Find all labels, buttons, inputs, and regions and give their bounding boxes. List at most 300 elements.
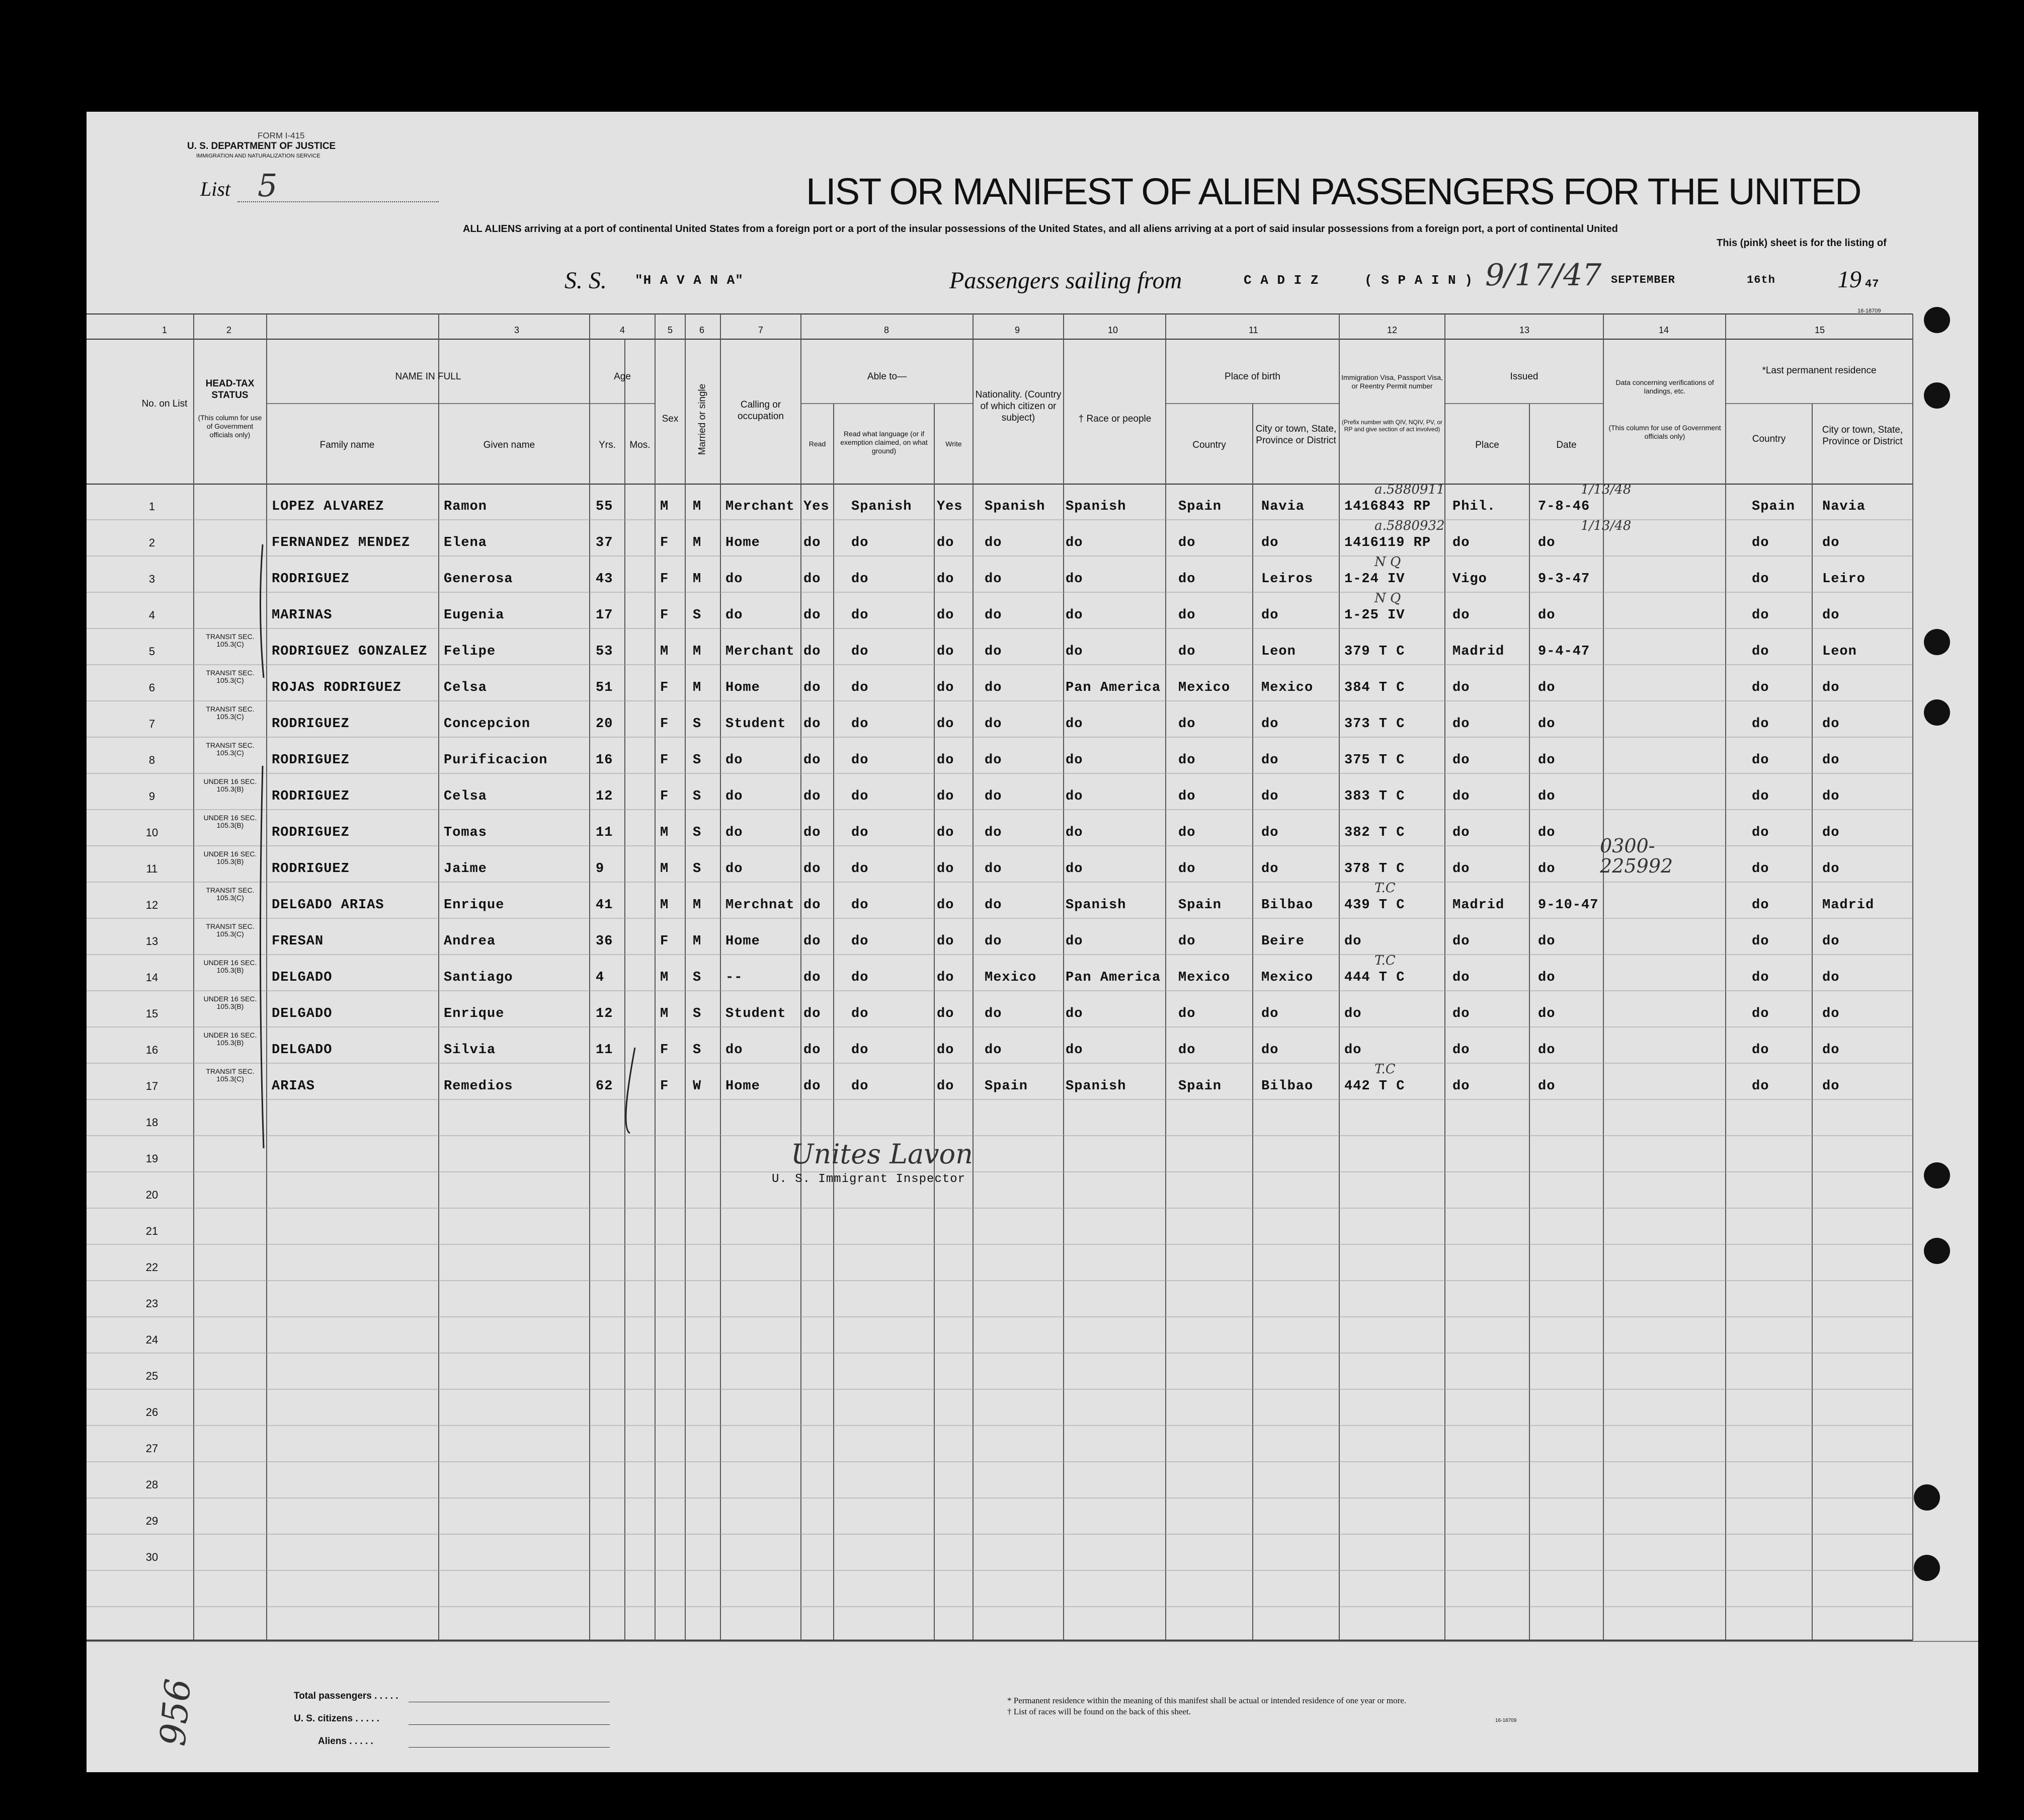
can-write: Yes: [937, 499, 963, 514]
col-num-14: 14: [1659, 325, 1669, 335]
header-place-of-birth: Place of birth: [1225, 371, 1280, 382]
read-language: do: [851, 535, 869, 550]
residence-city: do: [1822, 608, 1840, 623]
issued-date: do: [1538, 789, 1556, 804]
family-name: RODRIGUEZ GONZALEZ: [272, 644, 428, 659]
birth-city: do: [1261, 825, 1279, 840]
head-tax-status: UNDER 16 SEC. 105.3(B): [203, 850, 257, 866]
residence-city: do: [1822, 535, 1840, 550]
can-write: do: [937, 898, 954, 913]
given-name: Andrea: [444, 934, 496, 949]
can-read: do: [803, 644, 821, 659]
birth-city: do: [1261, 789, 1279, 804]
race: do: [1066, 825, 1083, 840]
issued-place: do: [1452, 717, 1470, 732]
head-tax-status: TRANSIT SEC. 105.3(C): [206, 669, 255, 685]
col-num-1: 1: [162, 325, 168, 335]
header-print-code: 16-18709: [1857, 308, 1881, 314]
can-write: do: [937, 608, 954, 623]
marital-status: S: [693, 1043, 702, 1058]
issued-place: do: [1452, 825, 1470, 840]
race: do: [1066, 1043, 1083, 1058]
read-language: do: [851, 825, 869, 840]
sex: F: [660, 1079, 669, 1094]
nationality: do: [985, 535, 1002, 550]
given-name: Tomas: [444, 825, 488, 840]
header-name-in-full: NAME IN FULL: [395, 371, 461, 382]
marital-status: S: [693, 789, 702, 804]
issued-date: 9-10-47: [1538, 898, 1599, 913]
row-number: 3: [148, 573, 155, 585]
occupation: do: [725, 825, 743, 840]
birth-city: Leiros: [1261, 572, 1314, 587]
header-yrs: Yrs.: [599, 440, 616, 450]
sex: F: [660, 753, 669, 768]
residence-city: Navia: [1822, 499, 1866, 514]
marital-status: S: [693, 1006, 702, 1021]
visa-number: do: [1344, 1006, 1362, 1021]
age-years: 4: [596, 970, 605, 985]
residence-country: do: [1752, 1043, 1769, 1058]
can-write: do: [937, 753, 954, 768]
empty-row-number: 25: [145, 1370, 158, 1382]
visa-annotation: a.5880911: [1374, 482, 1445, 497]
age-years: 37: [596, 535, 613, 550]
visa-annotation: N Q: [1374, 591, 1401, 606]
given-name: Felipe: [444, 644, 496, 659]
race: do: [1066, 644, 1083, 659]
sailing-label: Passengers sailing from: [949, 267, 1182, 294]
birth-city: do: [1261, 608, 1279, 623]
occupation: Home: [725, 934, 760, 949]
birth-country: Spain: [1178, 898, 1222, 913]
can-write: do: [937, 861, 954, 877]
can-write: do: [937, 572, 954, 587]
occupation: Home: [725, 1079, 760, 1094]
marital-status: M: [693, 898, 702, 913]
header-read: Read: [808, 440, 826, 448]
occupation: Home: [725, 535, 760, 550]
issued-place: Madrid: [1452, 898, 1505, 913]
issued-place: do: [1452, 789, 1470, 804]
given-name: Concepcion: [444, 717, 531, 732]
issued-date: do: [1538, 717, 1556, 732]
department-name: U. S. DEPARTMENT OF JUSTICE: [187, 141, 336, 151]
visa-number: 1-25 IV: [1344, 608, 1405, 623]
residence-city: do: [1822, 861, 1840, 877]
birth-city: do: [1261, 1006, 1279, 1021]
read-language: do: [851, 1079, 869, 1094]
inspector-signature: Unites Lavon: [791, 1138, 973, 1170]
age-years: 55: [596, 499, 613, 514]
sex: F: [660, 535, 669, 550]
issued-date: do: [1538, 1043, 1556, 1058]
can-write: do: [937, 789, 954, 804]
marital-status: S: [693, 825, 702, 840]
issued-place: do: [1452, 753, 1470, 768]
read-language: do: [851, 898, 869, 913]
age-years: 43: [596, 572, 613, 587]
can-read: do: [803, 861, 821, 877]
nationality: do: [985, 825, 1002, 840]
read-language: do: [851, 970, 869, 985]
aliens-line: [409, 1747, 610, 1748]
visa-number: 1416843 RP: [1344, 499, 1431, 514]
head-tax-status: UNDER 16 SEC. 105.3(B): [203, 995, 257, 1011]
visa-annotation: N Q: [1374, 555, 1401, 570]
can-read: do: [803, 608, 821, 623]
read-language: do: [851, 753, 869, 768]
head-tax-status: UNDER 16 SEC. 105.3(B): [203, 777, 257, 794]
family-name: RODRIGUEZ: [272, 717, 350, 732]
can-read: do: [803, 789, 821, 804]
birth-country: Spain: [1178, 1079, 1222, 1094]
marital-status: M: [693, 499, 702, 514]
issued-date: 9-4-47: [1538, 644, 1590, 659]
header-family-name: Family name: [319, 440, 375, 450]
residence-country: do: [1752, 898, 1769, 913]
issued-place: do: [1452, 1006, 1470, 1021]
birth-city: Bilbao: [1261, 898, 1314, 913]
family-name: FRESAN: [272, 934, 324, 949]
family-name: DELGADO: [272, 1043, 333, 1058]
given-name: Enrique: [444, 898, 505, 913]
col-num-9: 9: [1015, 325, 1020, 335]
residence-country: do: [1752, 825, 1769, 840]
birth-city: Navia: [1261, 499, 1305, 514]
family-name: RODRIGUEZ: [272, 572, 350, 587]
head-tax-status: TRANSIT SEC. 105.3(C): [206, 705, 255, 721]
punch-hole: [1924, 382, 1950, 409]
punch-hole: [1924, 699, 1950, 726]
issued-place: do: [1452, 861, 1470, 877]
occupation: Student: [725, 717, 786, 732]
sex: M: [660, 898, 669, 913]
sex: M: [660, 499, 669, 514]
race: do: [1066, 608, 1083, 623]
occupation: do: [725, 572, 743, 587]
footer-print-code: 16-18709: [1495, 1718, 1517, 1723]
nationality: do: [985, 934, 1002, 949]
birth-country: do: [1178, 608, 1196, 623]
given-name: Generosa: [444, 572, 513, 587]
head-tax-status: UNDER 16 SEC. 105.3(B): [203, 1031, 257, 1047]
col-num-2: 2: [226, 325, 232, 335]
given-name: Silvia: [444, 1043, 496, 1058]
birth-city: do: [1261, 1043, 1279, 1058]
family-name: RODRIGUEZ: [272, 825, 350, 840]
list-label: List: [200, 178, 231, 200]
nationality: Spain: [985, 1079, 1028, 1094]
read-language: do: [851, 644, 869, 659]
empty-row-number: 29: [145, 1515, 158, 1527]
given-name: Eugenia: [444, 608, 505, 623]
occupation: do: [725, 608, 743, 623]
issued-date: do: [1538, 1079, 1556, 1094]
empty-row-number: 23: [145, 1297, 158, 1310]
residence-country: do: [1752, 789, 1769, 804]
can-write: do: [937, 535, 954, 550]
birth-city: Mexico: [1261, 970, 1314, 985]
row-number: 7: [148, 718, 155, 730]
visa-number: 444 T C: [1344, 970, 1405, 985]
age-years: 9: [596, 861, 605, 877]
visa-number: 375 T C: [1344, 753, 1405, 768]
row-number: 17: [145, 1080, 158, 1092]
header-issued-place: Place: [1475, 440, 1499, 450]
empty-row-number: 30: [145, 1551, 158, 1563]
residence-city: do: [1822, 970, 1840, 985]
inspector-label: U. S. Immigrant Inspector: [772, 1172, 966, 1186]
punch-hole: [1924, 629, 1950, 655]
age-years: 16: [596, 753, 613, 768]
header-head-tax: HEAD-TAX STATUS: [205, 378, 255, 401]
visa-number: 382 T C: [1344, 825, 1405, 840]
residence-country: do: [1752, 608, 1769, 623]
visa-number: 378 T C: [1344, 861, 1405, 877]
residence-city: do: [1822, 825, 1840, 840]
row-number: 4: [148, 609, 155, 621]
issued-date: do: [1538, 825, 1556, 840]
punch-hole: [1924, 1238, 1950, 1264]
family-name: RODRIGUEZ: [272, 861, 350, 877]
residence-country: do: [1752, 644, 1769, 659]
read-language: do: [851, 680, 869, 695]
family-name: DELGADO ARIAS: [272, 898, 384, 913]
birth-country: Mexico: [1178, 970, 1231, 985]
us-citizens-label: U. S. citizens . . . . .: [294, 1713, 379, 1724]
header-no-on-list: No. on List: [141, 399, 188, 409]
issued-place: Madrid: [1452, 644, 1505, 659]
can-read: Yes: [803, 499, 830, 514]
nationality: do: [985, 898, 1002, 913]
birth-city: Mexico: [1261, 680, 1314, 695]
port-name: C A D I Z: [1244, 273, 1319, 288]
sex: F: [660, 789, 669, 804]
given-name: Jaime: [444, 861, 488, 877]
service-name: IMMIGRATION AND NATURALIZATION SERVICE: [196, 153, 320, 159]
issued-date: do: [1538, 1006, 1556, 1021]
head-tax-status: TRANSIT SEC. 105.3(C): [206, 632, 255, 649]
can-read: do: [803, 970, 821, 985]
residence-country: do: [1752, 753, 1769, 768]
form-number: FORM I-415: [258, 131, 305, 140]
header-res-country: Country: [1752, 434, 1786, 444]
row-number: 2: [148, 536, 155, 549]
row-number: 8: [148, 754, 155, 766]
race: Spanish: [1066, 1079, 1126, 1094]
read-language: do: [851, 608, 869, 623]
punch-hole: [1914, 1555, 1940, 1581]
row-number: 1: [148, 500, 155, 513]
can-write: do: [937, 1006, 954, 1021]
residence-city: Leon: [1822, 644, 1857, 659]
col-num-7: 7: [758, 325, 764, 335]
age-years: 62: [596, 1079, 613, 1094]
family-name: DELGADO: [272, 970, 333, 985]
given-name: Elena: [444, 535, 488, 550]
given-name: Enrique: [444, 1006, 505, 1021]
read-language: do: [851, 1043, 869, 1058]
marital-status: M: [693, 680, 702, 695]
issued-date: do: [1538, 535, 1556, 550]
can-read: do: [803, 535, 821, 550]
col-num-4: 4: [620, 325, 625, 335]
birth-city: do: [1261, 753, 1279, 768]
marital-status: S: [693, 753, 702, 768]
header-nationality: Nationality. (Country of which citizen or subject): [975, 389, 1062, 423]
can-write: do: [937, 970, 954, 985]
header-write: Write: [945, 440, 962, 448]
visa-annotation: a.5880932: [1374, 518, 1445, 533]
family-name: FERNANDEZ MENDEZ: [272, 535, 411, 550]
header-race: † Race or people: [1078, 414, 1152, 424]
row-number: 12: [145, 899, 158, 911]
residence-city: Leiro: [1822, 572, 1866, 587]
header-head-tax-note: (This column for use of Government officials only): [198, 414, 262, 439]
total-passengers-label: Total passengers . . . . .: [294, 1691, 398, 1701]
marital-status: M: [693, 934, 702, 949]
given-name: Celsa: [444, 680, 488, 695]
sex: F: [660, 717, 669, 732]
birth-country: do: [1178, 789, 1196, 804]
issued-date: do: [1538, 608, 1556, 623]
issued-place: do: [1452, 1043, 1470, 1058]
visa-number: 373 T C: [1344, 717, 1405, 732]
residence-country: do: [1752, 934, 1769, 949]
issued-place: do: [1452, 535, 1470, 550]
col-num-13: 13: [1519, 325, 1530, 335]
header-birth-city: City or town, State, Province or District: [1255, 424, 1337, 446]
empty-row-number: 20: [145, 1189, 158, 1201]
nationality: do: [985, 572, 1002, 587]
header-last-residence: *Last permanent residence: [1762, 365, 1877, 376]
empty-row-number: 19: [145, 1152, 158, 1165]
header-read-language: Read what language (or if exemption claimed, on what ground): [840, 430, 928, 455]
row-number: 9: [148, 790, 155, 803]
residence-city: do: [1822, 680, 1840, 695]
birth-city: Beire: [1261, 934, 1305, 949]
age-years: 17: [596, 608, 613, 623]
instructions-line-2: This (pink) sheet is for the listing of: [1717, 238, 1887, 249]
issued-place: do: [1452, 1079, 1470, 1094]
marital-status: S: [693, 970, 702, 985]
empty-row-number: 21: [145, 1225, 158, 1237]
header-birth-country: Country: [1192, 440, 1226, 450]
race: Spanish: [1066, 499, 1126, 514]
can-read: do: [803, 717, 821, 732]
age-years: 12: [596, 789, 613, 804]
can-write: do: [937, 1079, 954, 1094]
ship-name: "H A V A N A": [635, 273, 744, 288]
marital-status: S: [693, 861, 702, 877]
birth-country: do: [1178, 572, 1196, 587]
row-number: 13: [145, 935, 158, 947]
aliens-label: Aliens . . . . .: [318, 1736, 373, 1747]
can-read: do: [803, 898, 821, 913]
sex: M: [660, 644, 669, 659]
visa-number: 1416119 RP: [1344, 535, 1431, 550]
head-tax-status: UNDER 16 SEC. 105.3(B): [203, 959, 257, 975]
race: do: [1066, 717, 1083, 732]
can-read: do: [803, 1043, 821, 1058]
birth-country: do: [1178, 717, 1196, 732]
col-num-12: 12: [1387, 325, 1398, 335]
issued-date: 7-8-46: [1538, 499, 1590, 514]
birth-country: do: [1178, 753, 1196, 768]
issued-date: do: [1538, 934, 1556, 949]
issued-date: do: [1538, 680, 1556, 695]
header-given-name: Given name: [483, 440, 535, 450]
sailing-day: 16th: [1747, 274, 1775, 286]
nationality: do: [985, 789, 1002, 804]
read-language: do: [851, 717, 869, 732]
race: do: [1066, 789, 1083, 804]
empty-row-number: 26: [145, 1406, 158, 1418]
issued-date: 9-3-47: [1538, 572, 1590, 587]
punch-hole: [1914, 1484, 1940, 1511]
header-calling: Calling or occupation: [738, 400, 784, 422]
empty-row-number: 18: [145, 1116, 158, 1129]
residence-country: do: [1752, 572, 1769, 587]
nationality: do: [985, 608, 1002, 623]
birth-city: do: [1261, 861, 1279, 877]
sex: F: [660, 572, 669, 587]
occupation: do: [725, 789, 743, 804]
visa-number: 379 T C: [1344, 644, 1405, 659]
can-write: do: [937, 825, 954, 840]
read-language: Spanish: [851, 499, 912, 514]
family-name: DELGADO: [272, 1006, 333, 1021]
sex: M: [660, 970, 669, 985]
col-num-5: 5: [668, 325, 673, 335]
visa-annotation: T.C: [1374, 881, 1396, 896]
head-tax-status: TRANSIT SEC. 105.3(C): [206, 886, 255, 902]
issued-date: do: [1538, 753, 1556, 768]
visa-number: 439 T C: [1344, 898, 1405, 913]
residence-country: do: [1752, 861, 1769, 877]
issued-place: do: [1452, 680, 1470, 695]
nationality: do: [985, 644, 1002, 659]
col-num-10: 10: [1108, 325, 1118, 335]
family-name: ROJAS RODRIGUEZ: [272, 680, 402, 695]
occupation: Merchant: [725, 499, 795, 514]
visa-number: 1-24 IV: [1344, 572, 1405, 587]
race: do: [1066, 861, 1083, 877]
residence-city: do: [1822, 1079, 1840, 1094]
given-name: Ramon: [444, 499, 488, 514]
visa-number: 383 T C: [1344, 789, 1405, 804]
occupation: Merchnat: [725, 898, 795, 913]
verification-note: 0300-225992: [1600, 835, 1673, 877]
punch-hole: [1924, 1162, 1950, 1189]
residence-country: do: [1752, 717, 1769, 732]
nationality: do: [985, 680, 1002, 695]
year-prefix: 19: [1837, 266, 1861, 293]
visa-annotation: T.C: [1374, 1062, 1396, 1077]
header-issued-date: Date: [1556, 440, 1577, 450]
header-able-to: Able to—: [867, 371, 907, 382]
sex: F: [660, 608, 669, 623]
race: Spanish: [1066, 898, 1126, 913]
head-tax-status: TRANSIT SEC. 105.3(C): [206, 1067, 255, 1083]
can-write: do: [937, 934, 954, 949]
read-language: do: [851, 572, 869, 587]
issued-date: do: [1538, 861, 1556, 877]
occupation: Student: [725, 1006, 786, 1021]
empty-row-number: 22: [145, 1261, 158, 1274]
can-write: do: [937, 680, 954, 695]
